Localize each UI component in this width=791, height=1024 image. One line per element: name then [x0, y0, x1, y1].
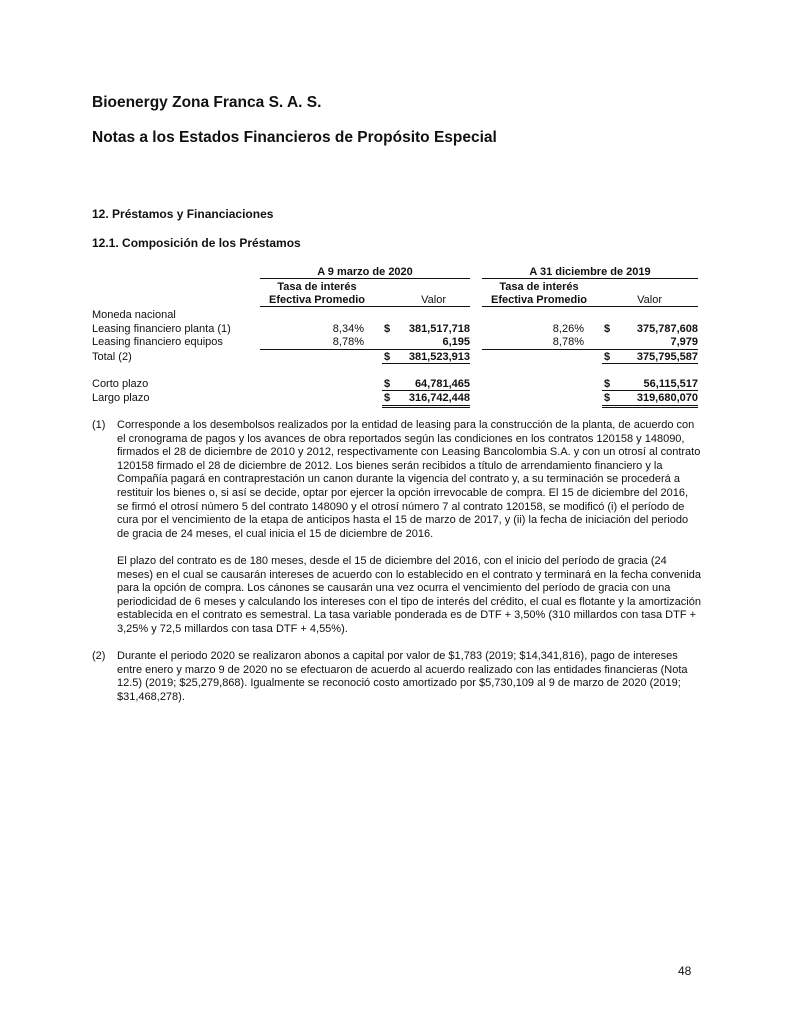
total-label: Total (2) [92, 351, 132, 363]
table-row [92, 335, 698, 349]
value-header-2: Valor [637, 294, 662, 306]
rate-cell: 8,78% [332, 336, 364, 348]
final-rule-1 [382, 405, 470, 408]
value-cell: 7,979 [670, 336, 698, 348]
currency-cell: $ [384, 378, 391, 390]
period1-header: A 9 marzo de 2020 [317, 266, 413, 278]
total-row [92, 350, 698, 364]
currency-cell: $ [604, 323, 611, 335]
value-cell: 381,517,718 [408, 323, 470, 335]
rate-header-1a: Tasa de interés [277, 281, 357, 293]
value-cell: 64,781,465 [414, 378, 470, 390]
currency-cell: $ [604, 378, 611, 390]
final-rule-2 [602, 405, 698, 408]
page-number: 48 [678, 964, 692, 978]
rate-cell: 8,78% [552, 336, 584, 348]
period2-rule [482, 278, 698, 279]
header-rule-1 [260, 306, 470, 307]
value-cell: 6,195 [442, 336, 470, 348]
note-2 [92, 650, 702, 704]
value-header-1: Valor [421, 294, 446, 306]
note-1 [92, 419, 702, 637]
period1-rule [260, 278, 470, 279]
currency-cell: $ [604, 351, 611, 363]
total-rule-1 [382, 363, 470, 364]
note-paragraph: Durante el periodo 2020 se realizaron abonos a capital por valor de $1,783 (2019; $14,341,816), pago de intereses entre enero y marzo 9 de 2020 no se efectuaron de acuerdo al acuerdo realizado con las entidades financieras (Nota 12.5) (2019; $25,279,868). Igualmente se reconoció costo amortizado por $5,730,109 al 9 de marzo de 2020 (2019; $31,468,278). [117, 650, 688, 703]
table-row [92, 322, 698, 336]
rate-header-1b: Efectiva Promedio [269, 294, 365, 306]
note-paragraph: Corresponde a los desembolsos realizados por la entidad de leasing para la construcción de la planta, de acuerdo con el cronograma de pagos y los avances de obra reportados según las condiciones en los contratos 120158 y 148090, firmados el 28 de diciembre de 2010 y 2012, respectivamente con Leasing Bancolombia S.A. y con un otrosí al contrato 120158 firmado el 28 de diciembre de 2012. Los bienes serán recibidos a título de arrendamiento financiero y la Compañía pagará en contraprestación un canon durante la vigencia del contrato y, a su terminación se procederá a restituir los bienes o, si así se decide, optar por ejercer la opción irrevocable de compra. El 15 de diciembre del 2016, se firmó el otrosí número 5 del contrato 148090 y el otrosí número 7 al contrato 120158, se modificó (i) el período de cura por el vencimiento de la etapa de anticipos hasta el 15 de marzo de 2017, y (ii) la fecha de iniciación del periodo de gracia de 24 meses, el cual inicia el 15 de diciembre de 2016. [117, 419, 701, 540]
rate-header-2b: Efectiva Promedio [491, 294, 587, 306]
currency-cell: $ [384, 323, 391, 335]
company-name: Bioenergy Zona Franca S. A. S. [92, 94, 322, 111]
value-cell: 56,115,517 [643, 378, 698, 390]
row-label: Leasing financiero planta (1) [92, 323, 231, 335]
rate-cell: 8,26% [552, 323, 584, 335]
row-label: Corto plazo [92, 378, 149, 390]
total-value-2: 375,795,587 [636, 351, 698, 363]
currency-cell: $ [384, 351, 391, 363]
total-rule-2 [602, 363, 698, 364]
table-row [92, 377, 698, 391]
group-label: Moneda nacional [92, 309, 176, 321]
row-label: Largo plazo [92, 392, 150, 404]
note-number: (2) [92, 650, 106, 663]
currency-cell: $ [384, 392, 391, 404]
document-subtitle: Notas a los Estados Financieros de Propósito Especial [92, 129, 497, 146]
value-cell: 319,680,070 [636, 392, 698, 404]
period2-header: A 31 diciembre de 2019 [529, 266, 651, 278]
table-row [92, 391, 698, 405]
notes-section [92, 419, 702, 704]
total-value-1: 381,523,913 [408, 351, 470, 363]
header-rule-2 [482, 306, 698, 307]
currency-cell: $ [604, 392, 611, 404]
subsection-title: 12.1. Composición de los Préstamos [92, 236, 301, 250]
section-title: 12. Préstamos y Financiaciones [92, 207, 274, 221]
value-cell: 375,787,608 [636, 323, 698, 335]
note-number: (1) [92, 419, 106, 431]
rate-header-2a: Tasa de interés [499, 281, 579, 293]
rate-cell: 8,34% [332, 323, 364, 335]
row-label: Leasing financiero equipos [92, 336, 223, 348]
value-cell: 316,742,448 [408, 392, 470, 404]
note-paragraph: El plazo del contrato es de 180 meses, desde el 15 de diciembre del 2016, con el inicio del período de gracia (24 meses) en el cual se causarán intereses de acuerdo con lo establecido en el contrato y terminará en la fecha convenida para la opción de compra. Los cánones se causarán una vez ocurra el vencimiento del período de gracia con una periodicidad de 6 meses y calculando los intereses con el tipo de interés del crédito, el cual es flotante y la amortización establecida en el contrato es semestral. La tasa variable ponderada es de DTF + 3,50% (310 millardos con tasa DTF + 3,25% y 72,5 millardos con tasa DTF + 4,55%). [117, 554, 701, 635]
